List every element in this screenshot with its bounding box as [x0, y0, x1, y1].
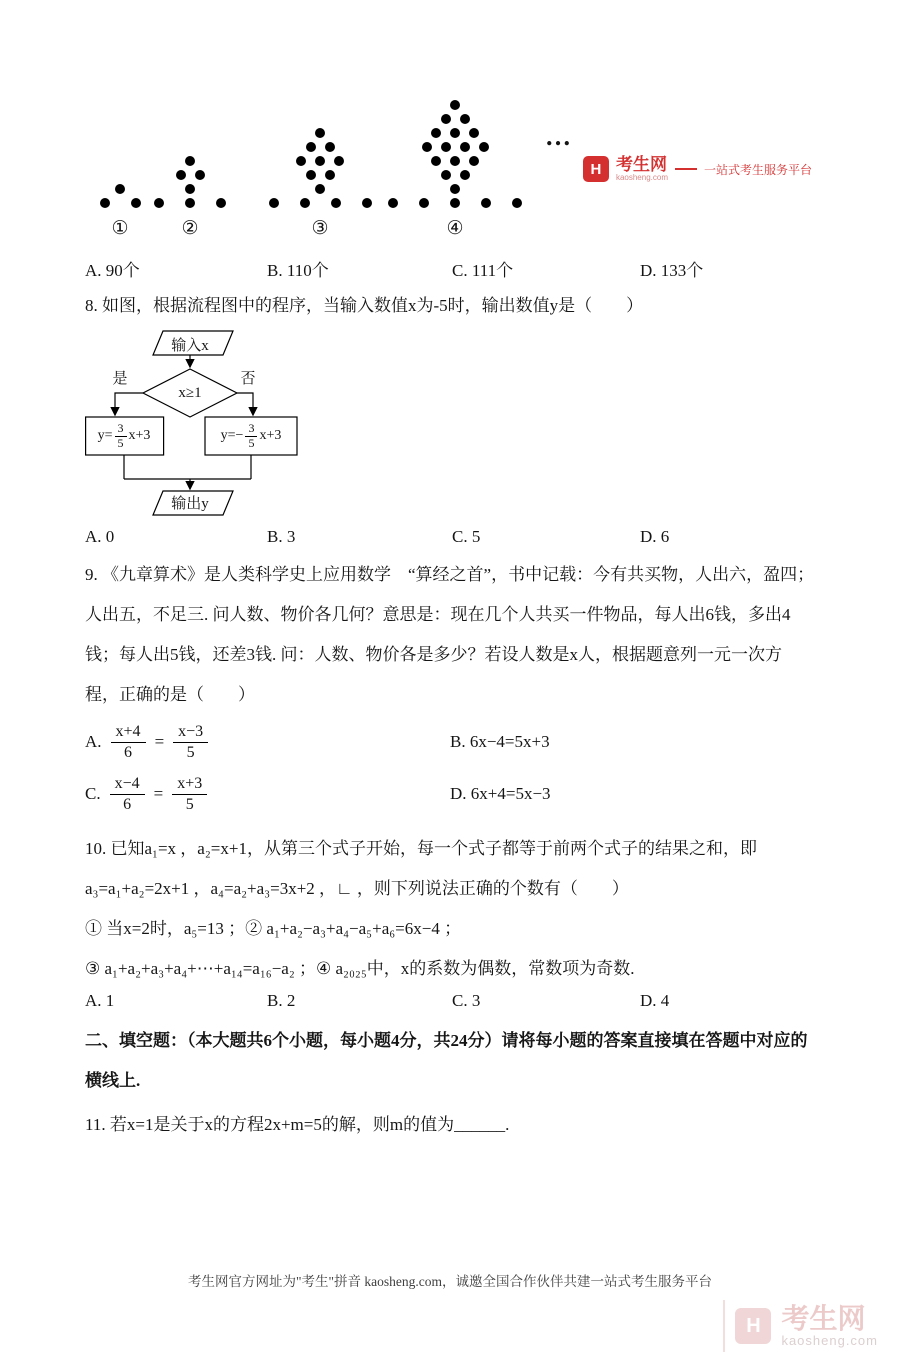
dot	[185, 156, 195, 166]
q9-options-row-1	[85, 717, 815, 767]
flow-condition-node: x≥1	[178, 384, 202, 401]
fraction	[173, 722, 208, 763]
dot	[100, 198, 110, 208]
dot	[441, 114, 451, 124]
q8-stem: 8. 如图，根据流程图中的程序，当输入数值x为-5时，输出数值y是（ ）	[85, 296, 644, 315]
section-2-title: 二、填空题：（本大题共6个小题，每小题4分，共24分）请将每小题的答案直接填在答题中对应的横线上.	[85, 1031, 808, 1090]
formula-prefix: y=−	[220, 428, 244, 443]
watermark-text	[781, 1304, 878, 1347]
exam-page	[0, 94, 900, 1145]
dot	[315, 156, 325, 166]
page-footer: 考生网官方网址为"考生"拼音 kaosheng.com，诚邀全国合作伙伴共建一站式考生服务平台	[187, 1274, 712, 1289]
dot-row	[255, 128, 385, 138]
dot-grid	[140, 156, 240, 208]
pattern-label: ②	[181, 218, 199, 239]
q8-option-c: C. 5	[452, 527, 481, 546]
dot	[325, 170, 335, 180]
pattern-label: ④	[446, 218, 464, 239]
q9-option-c	[85, 774, 450, 815]
dot	[331, 198, 341, 208]
q9-options-row-2	[85, 769, 815, 819]
fraction	[115, 422, 127, 451]
dot	[481, 198, 491, 208]
dot-row	[140, 184, 240, 194]
dot-row	[380, 170, 530, 180]
flow-right-formula	[205, 417, 297, 455]
q9-option-b	[450, 732, 815, 752]
flow-left-formula	[85, 417, 163, 455]
dot	[362, 198, 372, 208]
dot-row	[140, 156, 240, 166]
option-text: D. 6x+4=5x−3	[450, 784, 551, 803]
formula-suffix: x+3	[128, 428, 151, 443]
q7-options	[85, 256, 815, 281]
dot-row	[380, 198, 530, 208]
dot	[512, 198, 522, 208]
dot	[131, 198, 141, 208]
equals-sign: =	[153, 784, 164, 803]
dot	[441, 170, 451, 180]
dot-row	[140, 198, 240, 208]
ellipsis: …	[545, 122, 573, 151]
dot-row	[255, 198, 385, 208]
dot-row	[255, 184, 385, 194]
dot	[450, 198, 460, 208]
dot	[216, 198, 226, 208]
fraction-numerator: x+4	[111, 722, 146, 743]
q10-item-2: ③ a₁+a₂+a₃+a₄+⋯+a₁₄=a₁₆−a₂ ；④ a₂₀₂₅中，x的系数为偶数，常数项为奇数.	[85, 959, 635, 978]
dot	[431, 128, 441, 138]
dot	[195, 170, 205, 180]
q8-flowchart	[85, 329, 300, 519]
dot	[419, 198, 429, 208]
watermark-divider	[723, 1300, 725, 1352]
dot	[441, 142, 451, 152]
q7-option-b: B. 110个	[267, 261, 329, 280]
fraction-numerator: 3	[245, 422, 257, 437]
fraction	[172, 774, 207, 815]
fraction-denominator: 5	[185, 795, 194, 813]
q7-option-c: C. 111个	[452, 261, 514, 280]
dot	[450, 184, 460, 194]
dot-row	[380, 142, 530, 152]
fraction-denominator: 6	[123, 795, 132, 813]
fraction-denominator: 5	[186, 743, 195, 761]
dot	[450, 128, 460, 138]
q10-stem-line-1: 10. 已知a₁=x ，a₂=x+1，从第三个式子开始，每一个式子都等于前两个式子的结果之和，即	[85, 839, 757, 858]
option-label: A.	[85, 732, 102, 751]
dot	[296, 156, 306, 166]
dot	[315, 128, 325, 138]
dot	[450, 100, 460, 110]
brand-domain: kaosheng.com	[615, 172, 668, 182]
brand-tagline: 一站式考生服务平台	[703, 162, 812, 177]
dot	[269, 198, 279, 208]
q9-option-d	[450, 784, 815, 804]
fraction-numerator: x+3	[172, 774, 207, 795]
option-label: C.	[85, 784, 101, 803]
q7-option-a: A. 90个	[85, 261, 140, 280]
q11-stem: 11. 若x=1是关于x的方程2x+m=5的解，则m的值为______.	[85, 1115, 510, 1134]
dot	[469, 156, 479, 166]
dot	[460, 142, 470, 152]
q9-option-a	[85, 722, 450, 763]
q8-option-d: D. 6	[640, 527, 670, 546]
q10-options	[85, 991, 815, 1011]
dot-row	[380, 128, 530, 138]
dot-row	[140, 170, 240, 180]
dot	[300, 198, 310, 208]
dot	[154, 198, 164, 208]
watermark-brand: 考生网	[781, 1303, 866, 1335]
dot-grid	[380, 100, 530, 208]
watermark	[723, 1300, 878, 1352]
formula-suffix: x+3	[259, 428, 282, 443]
dot	[422, 142, 432, 152]
dot	[460, 114, 470, 124]
flow-output-node: 输出y	[171, 495, 209, 512]
dot-pattern-4	[380, 100, 530, 240]
dot	[334, 156, 344, 166]
dot-pattern-2	[140, 156, 240, 240]
dot-row	[380, 100, 530, 110]
brand-logo-icon: H	[583, 156, 609, 182]
pattern-label: ③	[311, 218, 329, 239]
fraction	[110, 774, 145, 815]
q9-stem: 9. 《九章算术》是人类科学史上应用数学 “算经之首”，书中记载：今有共买物，人出六，盈四；人出五，不足三. 问人数、物价各几何？意思是：现在几个人共买一件物品，每人出6钱，多出4钱；每人出5钱，还差3钱. 问：人数、物价各是多少？若设人数是x人，根据题意列一元一次方程，正确的是（ ）	[85, 565, 815, 704]
dot	[450, 156, 460, 166]
watermark-domain: kaosheng.com	[781, 1332, 878, 1348]
q10-option-b: B. 2	[267, 991, 296, 1010]
fraction-denominator: 6	[124, 743, 133, 761]
dot	[176, 170, 186, 180]
dot-grid	[255, 128, 385, 208]
q8-options	[85, 527, 815, 547]
q10-block	[85, 829, 815, 989]
q10-item-1: ① 当x=2时，a₅=13 ；② a₁+a₂−a₃+a₄−a₅+a₆=6x−4 ；	[85, 919, 462, 938]
dot-pattern-3	[255, 128, 385, 240]
q10-option-a: A. 1	[85, 991, 115, 1010]
q10-option-d: D. 4	[640, 991, 670, 1010]
watermark-logo-icon: H	[735, 1308, 771, 1344]
q10-option-c: C. 3	[452, 991, 481, 1010]
fraction	[111, 722, 146, 763]
q10-stem-line-2: a₃=a₁+a₂=2x+1 ，a₄=a₂+a₃=3x+2 ，∟ ，则下列说法正确的个数有（ ）	[85, 879, 629, 898]
fraction-denominator: 5	[248, 435, 255, 450]
flow-input-node: 输入x	[171, 337, 209, 354]
pattern-label: ①	[111, 218, 129, 239]
dot-row	[255, 170, 385, 180]
fraction-numerator: x−4	[110, 774, 145, 795]
equals-sign: =	[154, 732, 165, 751]
q8-option-b: B. 3	[267, 527, 296, 546]
dot-row	[255, 142, 385, 152]
dot	[115, 184, 125, 194]
flow-no-label: 否	[240, 370, 256, 387]
dot	[325, 142, 335, 152]
fraction-numerator: x−3	[173, 722, 208, 743]
dot	[469, 128, 479, 138]
q8-option-a: A. 0	[85, 527, 115, 546]
dot	[388, 198, 398, 208]
dot	[315, 184, 325, 194]
dot	[431, 156, 441, 166]
formula-prefix: y=	[97, 428, 113, 443]
dot	[460, 170, 470, 180]
dot	[306, 170, 316, 180]
fraction-denominator: 5	[117, 435, 124, 450]
dot	[185, 184, 195, 194]
brand-name: 考生网	[615, 155, 667, 174]
dot-row	[380, 156, 530, 166]
dot	[185, 198, 195, 208]
dot-row	[380, 184, 530, 194]
fraction-numerator: 3	[115, 422, 127, 437]
dot-row	[255, 156, 385, 166]
dot	[306, 142, 316, 152]
dot-pattern-figure	[85, 94, 815, 240]
dot	[479, 142, 489, 152]
flow-yes-label: 是	[112, 370, 128, 387]
option-text: B. 6x−4=5x+3	[450, 732, 550, 751]
fraction	[245, 422, 257, 451]
dot-row	[380, 114, 530, 124]
q7-option-d: D. 133个	[640, 261, 704, 280]
